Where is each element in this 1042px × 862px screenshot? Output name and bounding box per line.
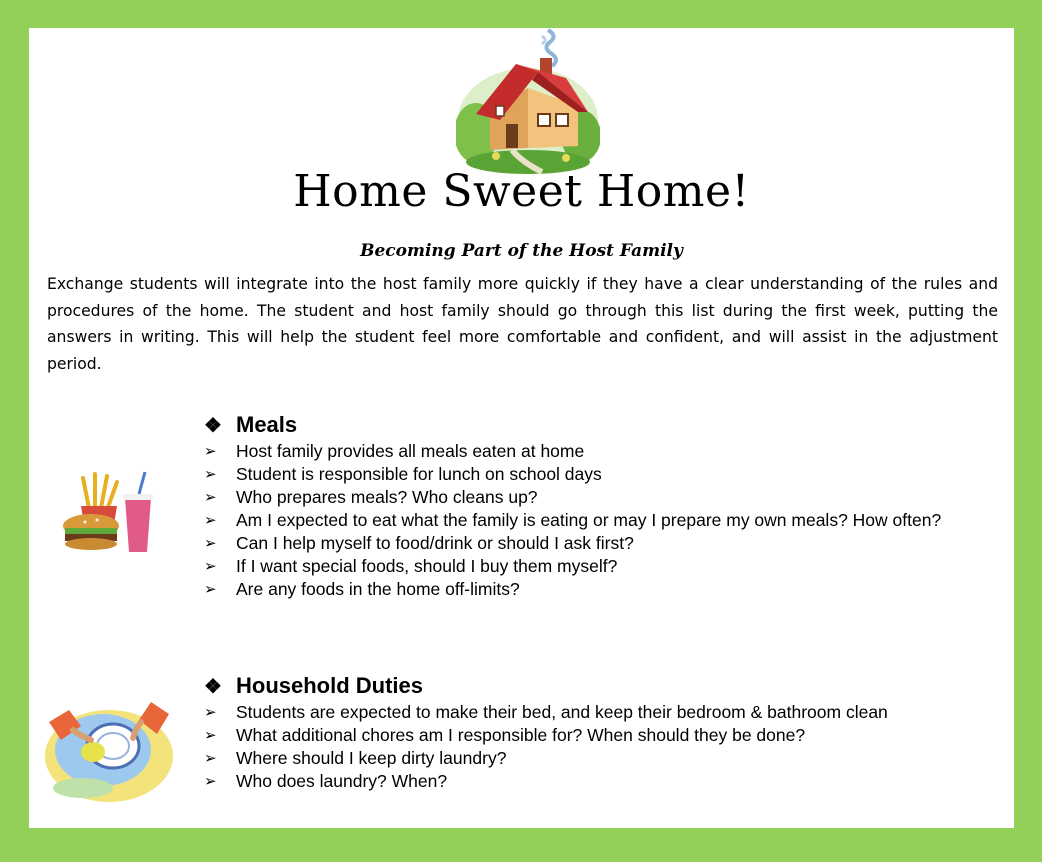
household-duties-section [204, 671, 994, 793]
list-item: ➢ Where should I keep dirty laundry? [204, 748, 507, 768]
list-item: ➢ Students are expected to make their bed, and keep their bedroom & bathroom clean [204, 702, 888, 722]
duties-heading-label: Household Duties [236, 673, 424, 698]
arrow-bullet-icon: ➢ [204, 750, 217, 767]
meals-heading [204, 410, 994, 440]
page-subtitle: Becoming Part of the Host Family [360, 241, 683, 261]
arrow-bullet-icon: ➢ [204, 535, 217, 552]
arrow-bullet-icon: ➢ [204, 581, 217, 598]
duties-heading [204, 671, 994, 701]
arrow-bullet-icon: ➢ [204, 466, 217, 483]
arrow-bullet-icon: ➢ [204, 489, 217, 506]
dishwashing-clipart-icon [43, 692, 175, 804]
arrow-bullet-icon: ➢ [204, 512, 217, 529]
burger-meal-clipart-icon [59, 468, 159, 558]
meals-list [204, 440, 994, 601]
list-item: ➢ Who does laundry? When? [204, 771, 448, 791]
list-item: ➢ Am I expected to eat what the family is eating or may I prepare my own meals? How often? [204, 510, 942, 530]
list-item: ➢ Are any foods in the home off-limits? [204, 579, 520, 599]
arrow-bullet-icon: ➢ [204, 773, 217, 790]
arrow-bullet-icon: ➢ [204, 443, 217, 460]
duties-list [204, 701, 994, 793]
list-item: ➢ Student is responsible for lunch on school days [204, 464, 602, 484]
arrow-bullet-icon: ➢ [204, 558, 217, 575]
diamond-bullet-icon: ❖ [204, 414, 222, 437]
diamond-bullet-icon: ❖ [204, 675, 222, 698]
house-clipart-icon [456, 28, 600, 176]
list-item: ➢ What additional chores am I responsible for? When should they be done? [204, 725, 806, 745]
list-item: ➢ Host family provides all meals eaten at home [204, 441, 585, 461]
list-item: ➢ If I want special foods, should I buy them myself? [204, 556, 618, 576]
list-item: ➢ Can I help myself to food/drink or should I ask first? [204, 533, 634, 553]
page-title: Home Sweet Home! [293, 166, 750, 217]
meals-heading-label: Meals [236, 412, 298, 437]
list-item: ➢ Who prepares meals? Who cleans up? [204, 487, 538, 507]
arrow-bullet-icon: ➢ [204, 704, 217, 721]
intro-paragraph: Exchange students will integrate into the host family more quickly if they have a clear understanding of the rules and procedures of the home. The student and host family should go through this list during the first week, putting the answers in writing. This will help the student feel more comfortable and confident, and will assist in the adjustment period. [47, 275, 998, 373]
arrow-bullet-icon: ➢ [204, 727, 217, 744]
meals-section [204, 410, 994, 601]
document-page [29, 28, 1014, 828]
